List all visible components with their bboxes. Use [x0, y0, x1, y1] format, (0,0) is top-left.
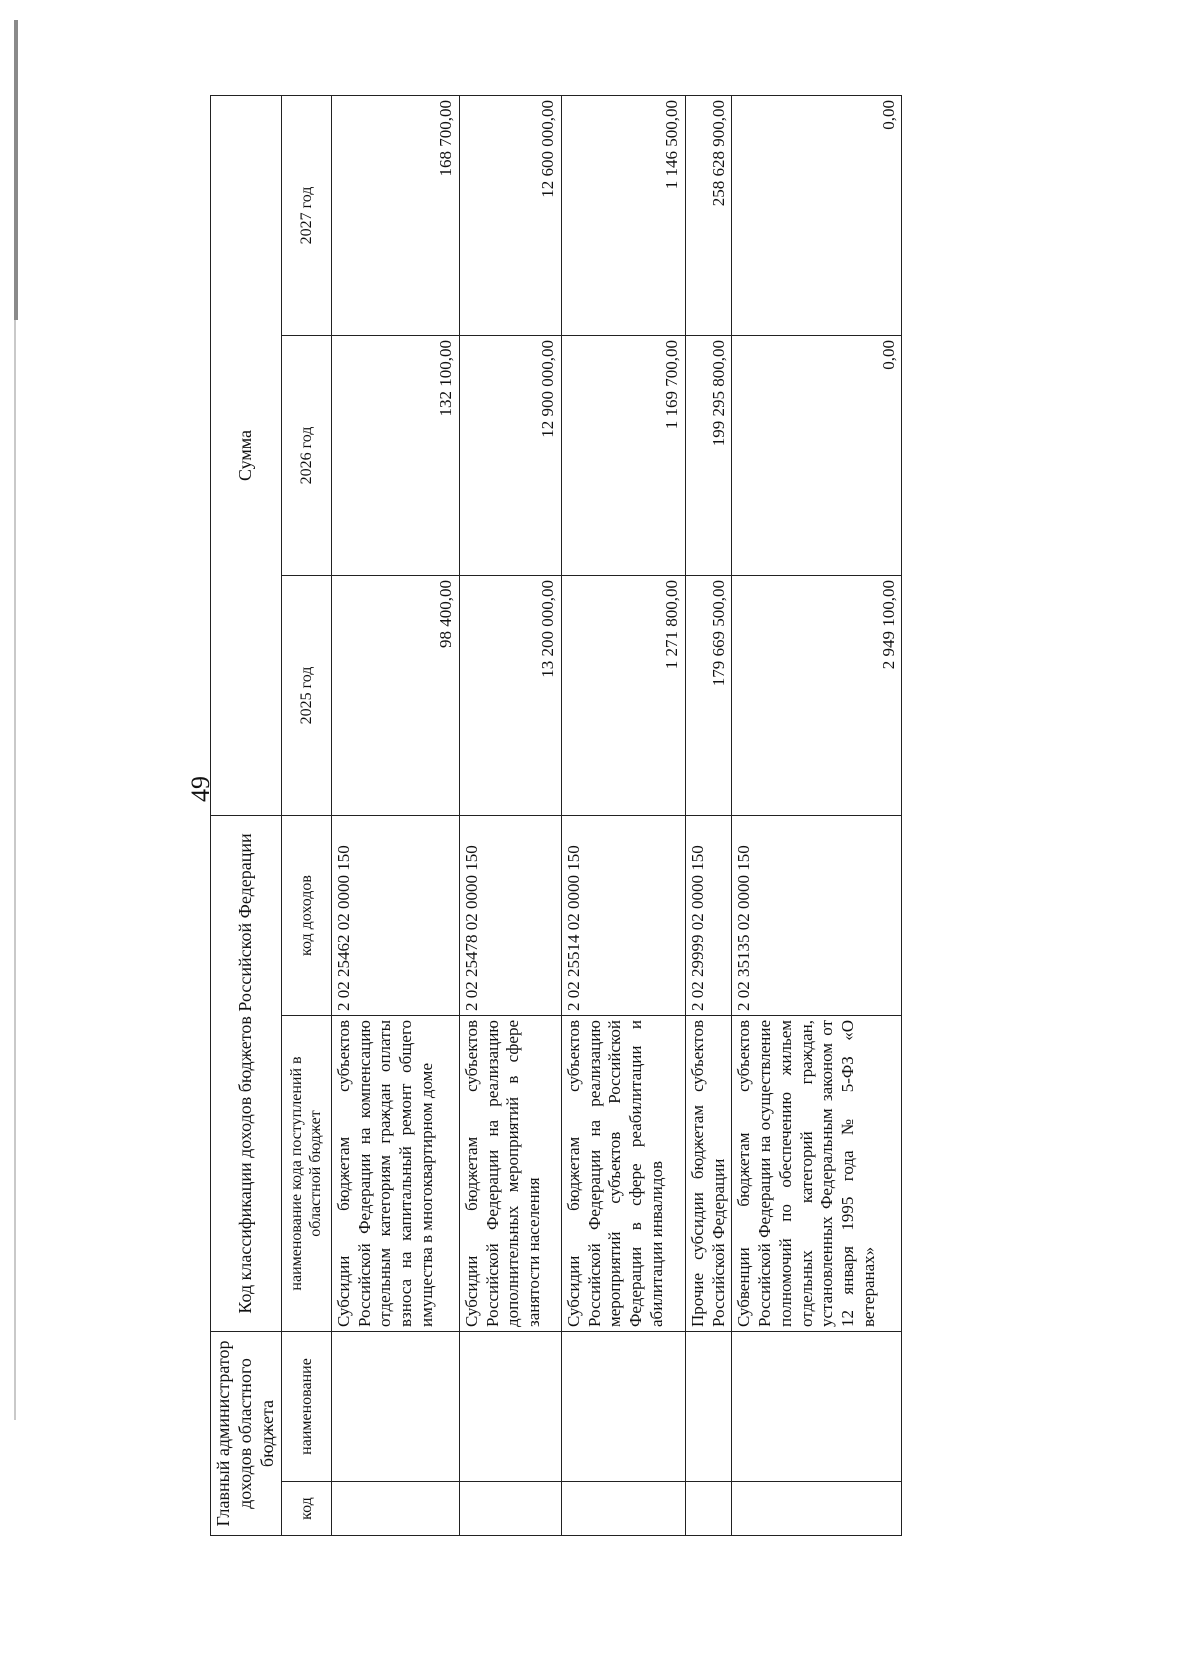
- header-sum-group: Сумма: [211, 95, 282, 815]
- header-admin-group: Главный администратор доходов областного бюджета: [211, 1332, 282, 1536]
- header-classification-group: Код классификации доходов бюджетов Российской Федерации: [211, 816, 282, 1332]
- row-income-name: Субсидии бюджетам субъектов Российской Федерации на компенсацию отдельным категориям граждан оплаты взноса на капитальный ремонт общего имущества в многоквартирном доме: [331, 1016, 459, 1332]
- row-income-code: 2 02 29999 02 0000 150: [685, 816, 731, 1016]
- scan-edge-mark: [14, 20, 18, 320]
- row-income-name: Субвенции бюджетам субъектов Российской Федерации на осуществление полномочий по обеспечению жильем отдельных категорий граждан, установленных Федеральным законом от 12 января 1995 года № 5-ФЗ «О ветеранах»: [732, 1016, 902, 1332]
- row-sum-2027: 12 600 000,00: [459, 95, 561, 335]
- row-sum-2026: 0,00: [732, 336, 902, 576]
- row-admin-name: [459, 1332, 561, 1482]
- header-year-2025: 2025 год: [281, 576, 331, 816]
- row-income-code: 2 02 25478 02 0000 150: [459, 816, 561, 1016]
- header-class-name: наименование кода поступлений в областной бюджет: [281, 1016, 331, 1332]
- row-sum-2026: 12 900 000,00: [459, 336, 561, 576]
- row-sum-2027: 258 628 900,00: [685, 95, 731, 335]
- row-sum-2025: 98 400,00: [331, 576, 459, 816]
- row-income-code: 2 02 35135 02 0000 150: [732, 816, 902, 1016]
- row-income-code: 2 02 25462 02 0000 150: [331, 816, 459, 1016]
- row-sum-2027: 168 700,00: [331, 95, 459, 335]
- row-income-name: Прочие субсидии бюджетам субъектов Российской Федерации: [685, 1016, 731, 1332]
- table-row: [331, 95, 459, 1535]
- row-sum-2026: 199 295 800,00: [685, 336, 731, 576]
- row-sum-2026: 1 169 700,00: [561, 336, 685, 576]
- page-number: 49: [186, 776, 215, 802]
- table-row: [561, 95, 685, 1535]
- table-row: [459, 95, 561, 1535]
- row-admin-code: [459, 1482, 561, 1536]
- row-sum-2026: 132 100,00: [331, 336, 459, 576]
- row-admin-code: [732, 1482, 902, 1536]
- row-sum-2025: 2 949 100,00: [732, 576, 902, 816]
- scan-edge-shadow: [14, 320, 16, 1420]
- header-class-code: код доходов: [281, 816, 331, 1016]
- row-admin-code: [685, 1482, 731, 1536]
- row-sum-2025: 13 200 000,00: [459, 576, 561, 816]
- row-admin-name: [561, 1332, 685, 1482]
- table-row: [685, 95, 731, 1535]
- row-sum-2025: 1 271 800,00: [561, 576, 685, 816]
- row-admin-name: [732, 1332, 902, 1482]
- row-admin-code: [331, 1482, 459, 1536]
- row-income-name: Субсидии бюджетам субъектов Российской Федерации на реализацию дополнительных мероприятий в сфере занятости населения: [459, 1016, 561, 1332]
- row-sum-2027: 0,00: [732, 95, 902, 335]
- row-admin-code: [561, 1482, 685, 1536]
- row-sum-2025: 179 669 500,00: [685, 576, 731, 816]
- row-admin-name: [685, 1332, 731, 1482]
- row-income-name: Субсидии бюджетам субъектов Российской Федерации на реализацию мероприятий субъектов Российской Федерации в сфере реабилитации и абилитации инвалидов: [561, 1016, 685, 1332]
- row-admin-name: [331, 1332, 459, 1482]
- rotated-table-container: [210, 96, 898, 1536]
- header-year-2027: 2027 год: [281, 95, 331, 335]
- table-row: [732, 95, 902, 1535]
- header-year-2026: 2026 год: [281, 336, 331, 576]
- row-income-code: 2 02 25514 02 0000 150: [561, 816, 685, 1016]
- row-sum-2027: 1 146 500,00: [561, 95, 685, 335]
- revenue-table: [210, 95, 902, 1536]
- header-admin-code: код: [281, 1482, 331, 1536]
- header-admin-name: наименование: [281, 1332, 331, 1482]
